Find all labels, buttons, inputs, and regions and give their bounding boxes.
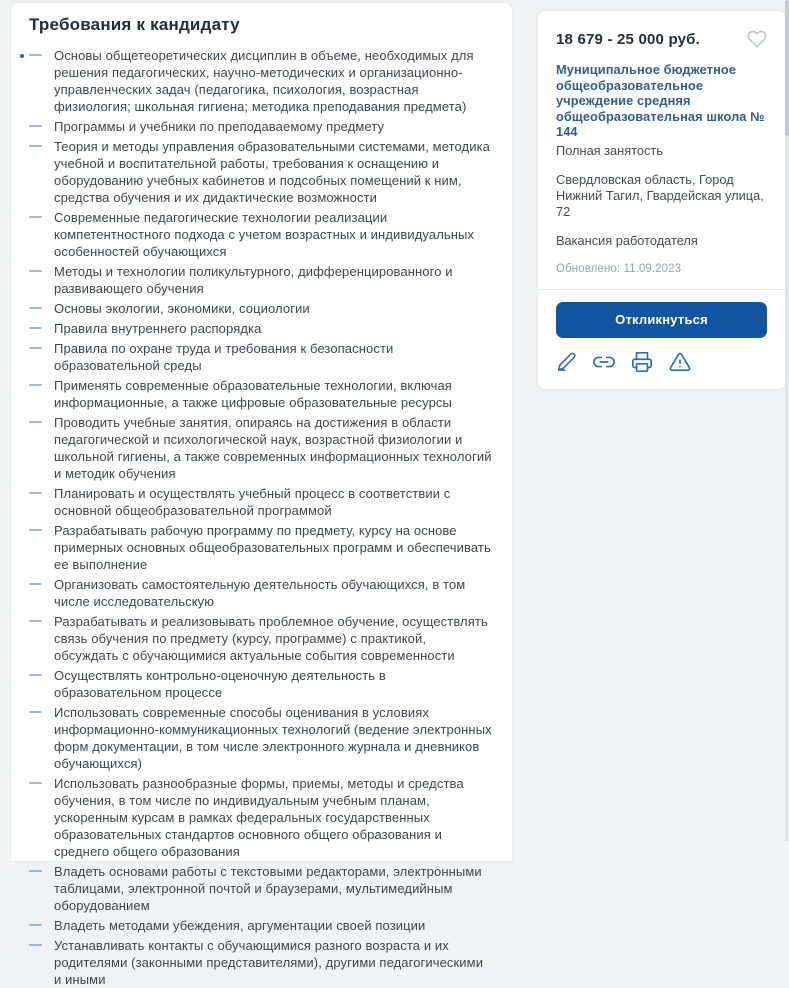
requirement-item (29, 917, 494, 934)
vacancy-card (537, 10, 786, 390)
dash-icon (29, 327, 42, 329)
requirement-item (29, 138, 494, 206)
requirement-text: Применять современные образовательные технологии, включая информационные, а также цифровые образовательные ресурсы (54, 378, 452, 410)
dash-icon (29, 711, 42, 713)
link-chain-icon (593, 361, 615, 376)
dash-icon (29, 125, 42, 127)
dash-icon (29, 145, 42, 147)
vacancy-card-info (538, 11, 785, 289)
requirement-item (29, 667, 494, 701)
dash-icon (29, 583, 42, 585)
requirement-text: Устанавливать контакты с обучающимися разного возраста и их родителями (законными представителями), другими педагогическими и иными (54, 938, 484, 987)
requirements-list (29, 47, 494, 988)
apply-button[interactable]: Откликнуться (556, 302, 767, 338)
dash-icon (29, 944, 42, 946)
requirement-text: Программы и учебники по преподаваемому предмету (54, 119, 385, 134)
requirement-item (29, 377, 494, 411)
dash-icon (29, 674, 42, 676)
requirement-text: Методы и технологии поликультурного, дифференцированного и развивающего обучения (54, 264, 453, 296)
requirement-text: Владеть основами работы с текстовыми редакторами, электронными таблицами, электронной почтой и браузерами, мультимедийным оборудованием (54, 864, 482, 913)
requirement-text: Теория и методы управления образовательными системами, методика учебной и воспитательной работы, требования к оснащению и оборудованию учебных кабинетов и подсобных помещений к ним, средства обучения и их дидактические возможности (54, 139, 490, 205)
requirement-text: Разрабатывать и реализовывать проблемное обучение, осуществлять связь обучения по предмету (курсу, программе) с практикой, обсуждать с обучающимися актуальные события современности (54, 614, 488, 663)
vacancy-source-label: Вакансия работодателя (556, 232, 698, 248)
dash-icon (29, 216, 42, 218)
requirement-item (29, 937, 494, 988)
requirement-item (29, 414, 494, 482)
requirement-item (29, 47, 494, 115)
dash-icon (29, 529, 42, 531)
requirement-item (29, 863, 494, 914)
dash-icon (29, 421, 42, 423)
heart-icon (747, 37, 767, 52)
requirement-item (29, 118, 494, 135)
scrollbar-thumb[interactable] (785, 0, 789, 136)
requirement-text: Осуществлять контрольно-оценочную деятельность в образовательном процессе (54, 668, 386, 700)
dash-icon (29, 782, 42, 784)
warning-triangle-icon (669, 361, 691, 376)
requirement-item (29, 775, 494, 860)
dash-icon (29, 384, 42, 386)
employer-link[interactable]: Муниципальное бюджетное общеобразовательное учреждение средняя общеобразовательная школа № 144 (556, 62, 765, 139)
action-icons-row (556, 351, 767, 373)
bullet-dot-icon (20, 54, 24, 58)
dash-icon (29, 492, 42, 494)
dash-icon (29, 270, 42, 272)
requirement-text: Разрабатывать рабочую программу по предмету, курсу на основе примерных основных общеобразовательных программ и обеспечивать ее выполнение (54, 523, 491, 572)
requirements-title: Требования к кандидату (29, 15, 240, 34)
requirement-text: Современные педагогические технологии реализации компетентностного подхода с учетом возрастных и индивидуальных особенностей обучающихся (54, 210, 475, 259)
dash-icon (29, 924, 42, 926)
copy-link-button[interactable] (593, 351, 615, 373)
dash-icon (29, 870, 42, 872)
requirement-item (29, 209, 494, 260)
vacancy-card-actions (538, 290, 785, 389)
printer-icon (631, 361, 653, 376)
report-button[interactable] (669, 351, 691, 373)
requirements-card (10, 2, 513, 987)
vacancy-address: Свердловская область, Город Нижний Тагил, Гвардейская улица, 72 (556, 171, 764, 219)
scrollbar-track[interactable] (785, 0, 789, 841)
requirement-text: Правила по охране труда и требования к безопасности образовательной среды (54, 341, 394, 373)
requirement-text: Владеть методами убеждения, аргументации своей позиции (54, 918, 426, 933)
favorite-button[interactable] (747, 29, 767, 49)
vacancy-updated-date: Обновлено: 11.09.2023 (556, 262, 682, 275)
salary-value: 18 679 - 25 000 руб. (556, 31, 700, 48)
requirement-item (29, 613, 494, 664)
dash-icon (29, 347, 42, 349)
requirement-text: Использовать разнообразные формы, приемы, методы и средства обучения, в том числе по индивидуальным учебным планам, ускоренным курсам в рамках федеральных государственных образовательных стандартов основного общего образования и среднего общего образования (54, 776, 464, 859)
requirement-item (29, 576, 494, 610)
requirement-text: Проводить учебные занятия, опираясь на достижения в области педагогической и психологической наук, возрастной физиологии и школьной гигиены, а также современных информационных технологий и методик обучения (54, 415, 492, 481)
salary-row (556, 29, 767, 49)
print-button[interactable] (631, 351, 653, 373)
edit-button[interactable] (556, 351, 577, 372)
employment-type: Полная занятость (556, 142, 663, 158)
requirement-text: Использовать современные способы оценивания в условиях информационно-коммуникационных технологий (ведение электронных форм документации, в том числе электронного журнала и дневников обучающихся) (54, 705, 492, 771)
requirement-item (29, 522, 494, 573)
edit-pencil-icon (556, 360, 577, 375)
requirement-item (29, 704, 494, 772)
requirement-item (29, 300, 494, 317)
requirement-item (29, 340, 494, 374)
dash-icon (29, 54, 42, 56)
requirement-item (29, 485, 494, 519)
requirement-text: Планировать и осуществлять учебный процесс в соответствии с основной общеобразовательной программой (54, 486, 451, 518)
dash-icon (29, 620, 42, 622)
requirement-item (29, 263, 494, 297)
requirement-text: Основы общетеоретических дисциплин в объеме, необходимых для решения педагогических, научно-методических и организационно-управленческих задач (педагогика, психология, возрастная физиология; школьная гигиена; методика преподавания предмета) (54, 48, 474, 114)
requirement-item (29, 320, 494, 337)
requirement-text: Правила внутреннего распорядка (54, 321, 262, 336)
requirement-text: Организовать самостоятельную деятельность обучающихся, в том числе исследовательскую (54, 577, 466, 609)
requirement-text: Основы экологии, экономики, социологии (54, 301, 310, 316)
dash-icon (29, 307, 42, 309)
